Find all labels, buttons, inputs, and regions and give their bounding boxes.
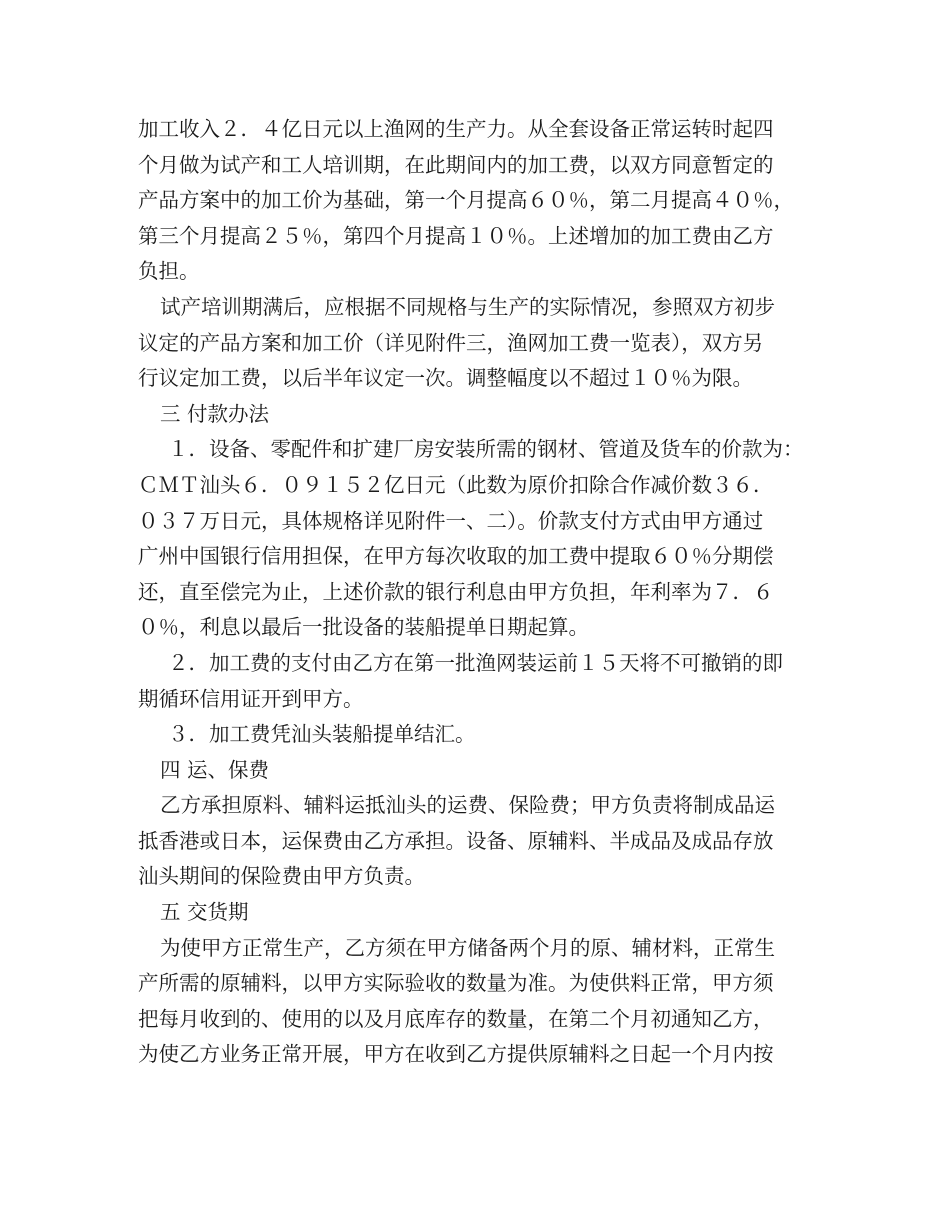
- text-line: 加工收入２．４亿日元以上渔网的生产力。从全套设备正常运转时起四: [138, 117, 774, 141]
- paragraph-first-line: 为使甲方正常生产，乙方须在甲方储备两个月的原、辅材料，正常生: [160, 935, 775, 960]
- text-line: 第三个月提高２５％，第四个月提高１０％。上述增加的加工费由乙方: [138, 223, 774, 248]
- text-line: 产所需的原辅料，以甲方实际验收的数量为准。为使供料正常，甲方须: [138, 971, 774, 996]
- section-heading-payment: 三 付款办法: [160, 401, 270, 426]
- text-line: 议定的产品方案和加工价（详见附件三，渔网加工费一览表），双方另: [138, 330, 764, 355]
- text-line: 广州中国银行信用担保，在甲方每次收取的加工费中提取６０％分期偿: [138, 544, 774, 569]
- text-line: 还，直至偿完为止，上述价款的银行利息由甲方负担，年利率为７．６: [138, 579, 774, 604]
- clause-item-3: ３．加工费凭汕头装船提单结汇。: [168, 722, 476, 747]
- text-line: 把每月收到的、使用的以及月底库存的数量，在第二个月初通知乙方，: [138, 1006, 774, 1031]
- clause-item-2: ２．加工费的支付由乙方在第一批渔网装运前１５天将不可撤销的即: [168, 650, 783, 675]
- text-line: 为使乙方业务正常开展，甲方在收到乙方提供原辅料之日起一个月内按: [138, 1042, 774, 1067]
- text-line: 抵香港或日本，运保费由乙方承担。设备、原辅料、半成品及成品存放: [138, 828, 774, 853]
- text-line: 期循环信用证开到甲方。: [138, 686, 364, 711]
- text-line: 个月做为试产和工人培训期，在此期间内的加工费，以双方同意暂定的: [138, 152, 774, 177]
- text-line: 汕头期间的保险费由甲方负责。: [138, 864, 425, 889]
- text-line: ０３７万日元，具体规格详见附件一、二）。价款支付方式由甲方通过: [138, 508, 764, 533]
- section-heading-delivery: 五 交货期: [160, 900, 249, 925]
- text-line: 行议定加工费，以后半年议定一次。调整幅度以不超过１０％为限。: [138, 366, 753, 391]
- text-line: ０％，利息以最后一批设备的装船提单日期起算。: [138, 615, 589, 640]
- paragraph-first-line: 试产培训期满后，应根据不同规格与生产的实际情况，参照双方初步: [160, 294, 775, 319]
- text-line: 负担。: [138, 259, 200, 284]
- text-line: ＣＭＴ汕头６．０９１５２亿日元（此数为原价扣除合作减价数３６．: [138, 472, 774, 497]
- document-body: [138, 112, 828, 1073]
- clause-item-1: １．设备、零配件和扩建厂房安装所需的钢材、管道及货车的价款为：: [168, 437, 804, 462]
- paragraph-first-line: 乙方承担原料、辅料运抵汕头的运费、保险费；甲方负责将制成品运: [160, 793, 775, 818]
- section-heading-freight-insurance: 四 运、保费: [160, 757, 270, 782]
- text-line: 产品方案中的加工价为基础，第一个月提高６０％，第二月提高４０％，: [138, 188, 794, 213]
